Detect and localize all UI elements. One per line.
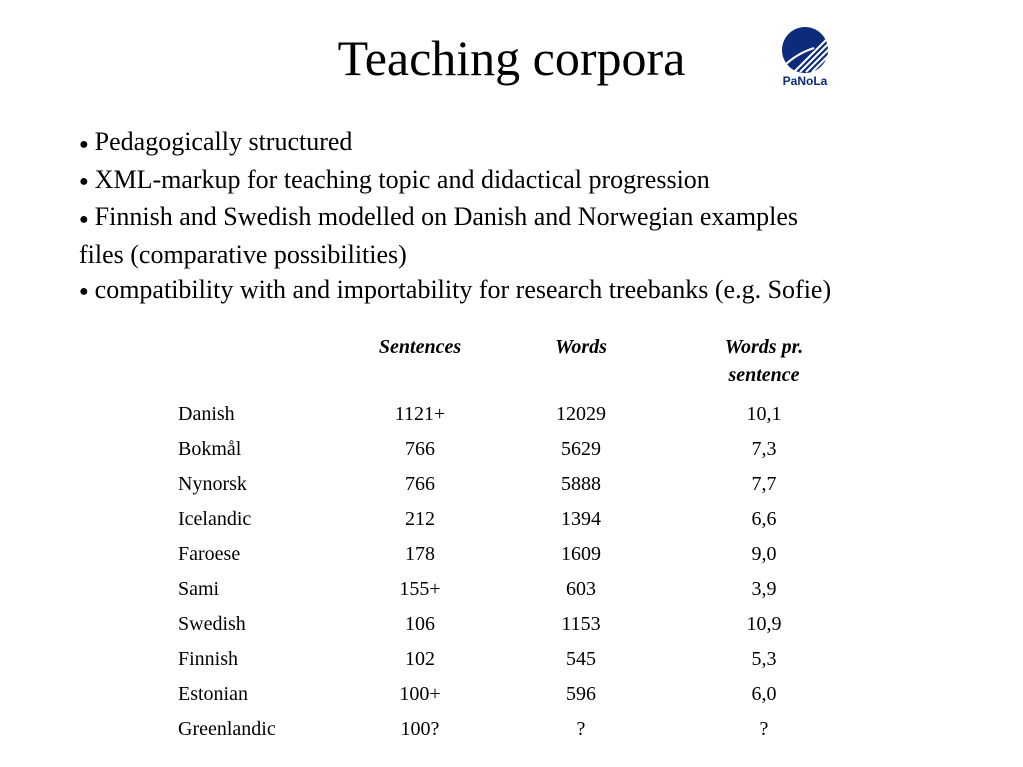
- cell-language: Finnish: [178, 648, 239, 670]
- table-row: [168, 712, 862, 747]
- cell-words-per-sentence: 9,0: [751, 543, 777, 565]
- panola-logo-icon: [774, 26, 836, 74]
- slide-title: Teaching corpora: [337, 30, 686, 86]
- cell-language: Nynorsk: [178, 473, 247, 495]
- cell-words-per-sentence: 6,6: [751, 508, 777, 530]
- table-row: [168, 642, 862, 677]
- cell-words-per-sentence: 5,3: [751, 648, 777, 670]
- table-row: [168, 397, 862, 432]
- bullet-continuation: files (comparative possibilities): [79, 239, 407, 269]
- cell-language: Estonian: [178, 683, 248, 705]
- cell-words: 603: [566, 578, 596, 600]
- bullet-item: ● XML-markup for teaching topic and didactical progression: [79, 164, 710, 194]
- cell-sentences: 766: [405, 473, 435, 495]
- cell-words: 5629: [561, 438, 601, 460]
- table-row: [168, 677, 862, 712]
- cell-sentences: 178: [405, 543, 435, 565]
- logo-label: PaNoLa: [782, 74, 828, 88]
- cell-language: Greenlandic: [178, 718, 276, 740]
- cell-words: 12029: [556, 403, 606, 425]
- header-words-per-sentence: Words pr. sentence: [724, 336, 804, 386]
- cell-words: 545: [566, 648, 596, 670]
- bullet-list: [79, 124, 999, 309]
- cell-sentences: 100?: [400, 718, 440, 740]
- cell-language: Bokmål: [178, 438, 242, 460]
- cell-words: 596: [566, 683, 596, 705]
- cell-language: Sami: [178, 578, 220, 600]
- cell-sentences: 155+: [399, 578, 441, 600]
- cell-sentences: 1121+: [394, 403, 446, 425]
- cell-words-per-sentence: 10,9: [746, 613, 782, 635]
- cell-sentences: 212: [405, 508, 435, 530]
- table-row: [168, 537, 862, 572]
- header-language: [168, 333, 344, 397]
- cell-language: Danish: [178, 403, 235, 425]
- cell-sentences: 102: [405, 648, 435, 670]
- cell-words: ?: [576, 718, 586, 740]
- corpus-table: [168, 333, 862, 747]
- bullet-item: ● Finnish and Swedish modelled on Danish and Norwegian examples: [79, 202, 799, 232]
- header-sentences: Sentences: [378, 336, 462, 358]
- cell-sentences: 766: [405, 438, 435, 460]
- cell-words-per-sentence: 6,0: [751, 683, 777, 705]
- cell-words-per-sentence: 10,1: [746, 403, 782, 425]
- bullet-item: ● Pedagogically structured: [79, 127, 353, 156]
- header-words: Words: [555, 336, 607, 358]
- cell-words: 1609: [561, 543, 601, 565]
- table-row: [168, 432, 862, 467]
- cell-words: 1153: [561, 613, 601, 635]
- cell-sentences: 100+: [399, 683, 441, 705]
- bullet-item: ● compatibility with and importability for research treebanks (e.g. Sofie): [79, 274, 832, 304]
- cell-words: 5888: [561, 473, 601, 495]
- cell-language: Icelandic: [178, 508, 252, 530]
- table-row: [168, 607, 862, 642]
- table-header-row: [168, 333, 862, 397]
- panola-logo: [774, 26, 836, 96]
- table-row: [168, 467, 862, 502]
- cell-words-per-sentence: 3,9: [751, 578, 777, 600]
- table-row: [168, 502, 862, 537]
- cell-language: Faroese: [178, 543, 241, 565]
- cell-words-per-sentence: ?: [759, 718, 769, 740]
- cell-words: 1394: [561, 508, 601, 530]
- cell-words-per-sentence: 7,7: [751, 473, 777, 495]
- cell-words-per-sentence: 7,3: [751, 438, 777, 460]
- cell-language: Swedish: [178, 613, 246, 635]
- table-row: [168, 572, 862, 607]
- cell-sentences: 106: [405, 613, 435, 635]
